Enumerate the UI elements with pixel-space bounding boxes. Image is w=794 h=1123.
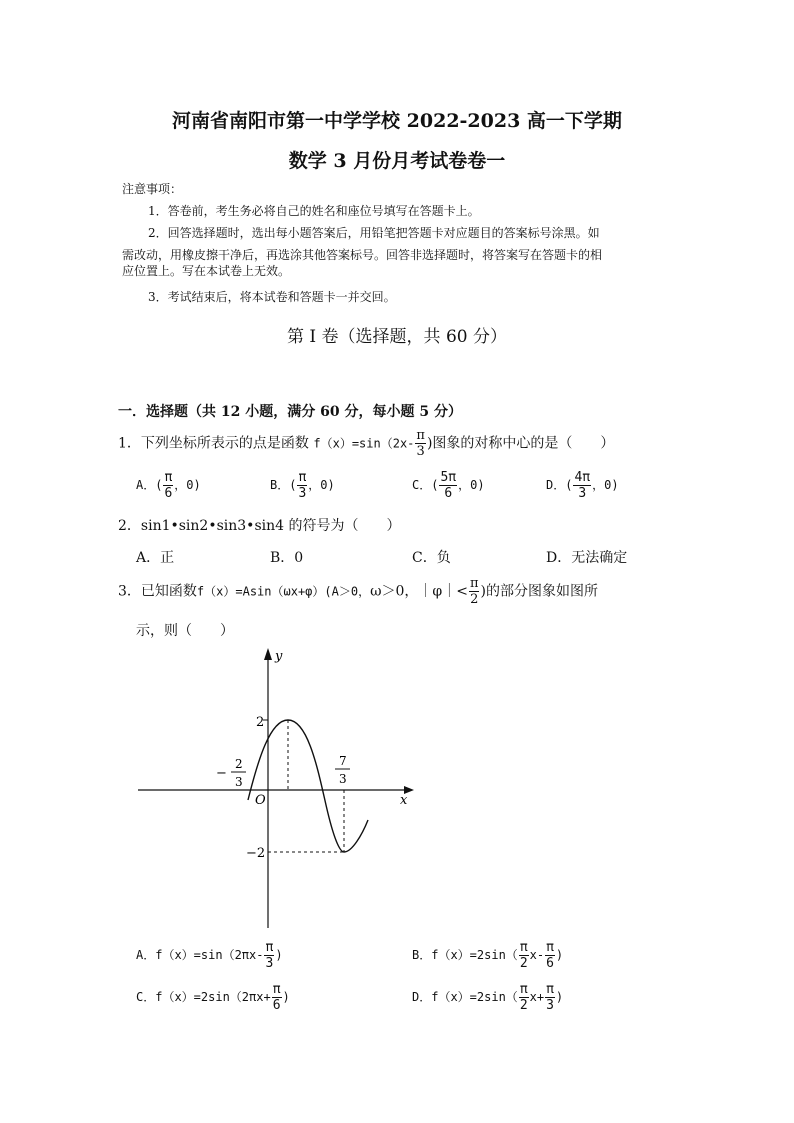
question-1-stem [118,428,614,459]
option-pre: f（x）=sin（2πx- [155,948,264,962]
option-label: B．( [270,478,297,492]
q3-option-b[interactable] [412,940,563,971]
q3-fraction [469,576,480,607]
q2-option-c[interactable]: C．负 [412,550,451,566]
exam-title-line2: 数学 3 月份月考试卷卷一 [288,150,506,172]
q1-stem-a: 1．下列坐标所表示的点是函数 [118,435,309,452]
option-tail: ，0) [458,478,485,492]
frac-num: π [546,982,554,997]
notes-heading: 注意事项： [122,182,183,196]
option-fraction [272,982,282,1013]
notes-item-2c: 应位置上。写在本试卷上无效。 [122,264,291,278]
frac-den: 6 [444,486,453,501]
q3-option-d[interactable] [412,982,563,1013]
question-2-stem: 2．sin1•sin2•sin3•sin4 的符号为（ ） [118,518,401,534]
frac-den: 3 [578,486,587,501]
q1-frac-den: 3 [416,444,425,459]
frac-num: π [546,940,554,955]
option-fraction-2 [545,982,555,1013]
q3-frac-den: 2 [470,592,479,607]
option-tail: ，0) [308,478,335,492]
option-tail: ) [555,948,564,962]
frac-den: 6 [272,998,281,1013]
option-label: C．( [412,478,439,492]
frac-num: π [298,470,307,485]
option-tail: ) [282,990,290,1004]
q1-stem-b: )图象的对称中心的是（ ） [426,435,615,452]
option-label: D． [412,990,432,1004]
option-pre: f（x）=2sin（ [431,948,518,962]
option-fraction [264,940,274,971]
q1-frac-num: π [416,428,425,443]
option-fraction [163,470,173,501]
q1-option-d[interactable] [546,470,619,501]
q1-option-a[interactable] [136,470,201,501]
q3-condition: ω＞0，｜φ｜< [370,583,468,600]
frac-den: 3 [265,956,274,971]
option-label: A．( [136,478,163,492]
q3-graph [130,640,430,935]
q3-stem-b: )的部分图象如图所 [480,583,598,600]
section-title: 一．选择题（共 12 小题，满分 60 分，每小题 5 分） [118,404,462,420]
frac-num: π [272,982,281,997]
q2-option-b[interactable]: B．0 [270,550,304,566]
x-pos-den: 3 [339,772,347,786]
frac-num: π [164,470,173,485]
option-tail: ，0) [592,478,619,492]
q3-option-a[interactable] [136,940,283,971]
q2-option-d[interactable]: D．无法确定 [546,550,628,566]
frac-num: π [519,982,528,997]
frac-num: π [265,940,274,955]
frac-num: π [519,940,528,955]
origin-label: O [255,793,266,808]
question-3-stem [118,576,598,607]
notes-item-3: 3．考试结束后，将本试卷和答题卡一并交回。 [148,290,396,304]
q3-function: f（x）=Asin（ωx+φ）(A＞0， [196,584,371,599]
x-neg-num: 2 [235,757,243,771]
y-max-label: 2 [256,715,265,730]
option-mid: x- [529,948,545,962]
q1-function: f（x）=sin（2x- [313,436,415,451]
frac-den: 3 [298,486,307,501]
option-fraction [297,470,307,501]
part-title: 第 I 卷（选择题，共 60 分） [287,327,507,347]
frac-den: 2 [519,956,528,971]
option-fraction-2 [545,940,555,971]
sine-curve [248,720,368,852]
y-min-label: −2 [246,846,266,861]
frac-den: 6 [546,956,554,971]
y-axis-label: y [275,649,283,664]
frac-num: 5π [440,470,457,485]
option-label: B． [412,948,432,962]
q1-option-c[interactable] [412,470,485,501]
frac-den: 3 [546,998,554,1013]
option-fraction [439,470,457,501]
option-label: D．( [546,478,573,492]
option-fraction [519,940,529,971]
option-fraction [573,470,591,501]
x-neg-den: 3 [235,775,243,789]
frac-den: 6 [164,486,173,501]
q3-frac-num: π [469,576,479,591]
x-pos-num: 7 [339,754,347,768]
q2-option-a[interactable]: A．正 [136,550,175,566]
q1-fraction [415,428,426,459]
option-mid: x+ [529,990,545,1004]
option-tail: ，0) [174,478,201,492]
frac-den: 2 [519,998,528,1013]
q3-stem-a: 3．已知函数 [118,583,197,600]
option-fraction [519,982,529,1013]
option-tail: ) [555,990,564,1004]
q1-option-b[interactable] [270,470,335,501]
option-tail: ) [275,948,283,962]
x-neg-sign: − [216,766,227,781]
y-axis-arrow-icon [264,648,272,660]
option-pre: f（x）=2sin（2πx+ [155,990,271,1004]
exam-title-line1: 河南省南阳市第一中学学校 2022-2023 高一下学期 [172,110,622,132]
q3-option-c[interactable] [136,982,290,1013]
notes-item-1: 1．答卷前，考生务必将自己的姓名和座位号填写在答题卡上。 [148,204,480,218]
option-label: C． [136,990,156,1004]
notes-item-2a: 2．回答选择题时，选出每小题答案后，用铅笔把答题卡对应题目的答案标号涂黑。如 [148,226,600,240]
q3-stem-c: 示，则（ ） [136,623,234,639]
notes-item-2b: 需改动，用橡皮擦干净后，再选涂其他答案标号。回答非选择题时，将答案写在答题卡的相 [122,248,603,262]
option-label: A． [136,948,156,962]
frac-num: 4π [574,470,591,485]
x-axis-label: x [400,793,408,808]
option-pre: f（x）=2sin（ [431,990,518,1004]
